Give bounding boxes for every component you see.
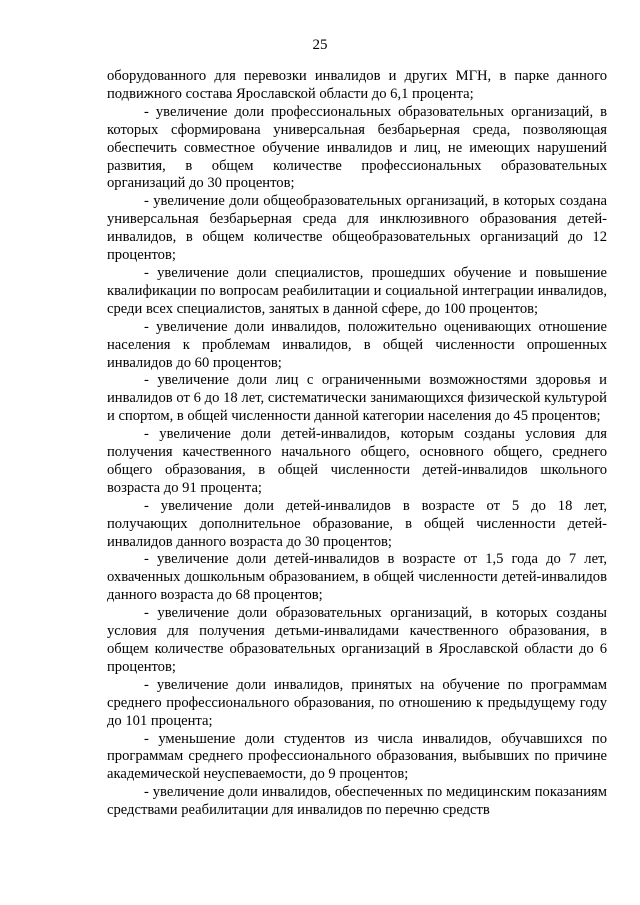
list-item: - увеличение доли детей-инвалидов в возрасте от 1,5 года до 7 лет, охваченных дошкольным образованием, в общей численности детей-инвалидов данного возраста до 68 процентов; [107, 551, 607, 604]
list-item: - увеличение доли инвалидов, положительно оценивающих отношение населения к проблемам инвалидов, в общей численности опрошенных инвалидов до 60 процентов; [107, 318, 607, 371]
document-body [107, 68, 607, 820]
list-item: - увеличение доли образовательных организаций, в которых созданы условия для получения детьми-инвалидами качественного образования, в общем количестве образовательных организаций в Ярославской области до 6 процентов; [107, 605, 607, 675]
list-item: - увеличение доли лиц с ограниченными возможностями здоровья и инвалидов от 6 до 18 лет, систематически занимающихся физической культурой и спортом, в общей численности данной категории населения до 45 процентов; [107, 372, 607, 425]
list-item: - увеличение доли специалистов, прошедших обучение и повышение квалификации по вопросам реабилитации и социальной интеграции инвалидов, среди всех специалистов, занятых в данной сфере, до 100 процентов; [107, 264, 607, 317]
list-item: - уменьшение доли студентов из числа инвалидов, обучавшихся по программам среднего профессионального образования, выбывших по причине академической неуспеваемости, до 9 процентов; [107, 730, 607, 783]
list-item: - увеличение доли детей-инвалидов, которым созданы условия для получения качественного начального общего, основного общего, среднего общего образования, в общей численности детей-инвалидов школьного возраста до 91 процента; [107, 426, 607, 496]
list-item: - увеличение доли инвалидов, принятых на обучение по программам среднего профессионального образования, по отношению к предыдущему году до 101 процента; [107, 676, 607, 729]
list-item: - увеличение доли инвалидов, обеспеченных по медицинским показаниям средствами реабилитации для инвалидов по перечню средств [107, 784, 607, 819]
paragraph: оборудованного для перевозки инвалидов и других МГН, в парке данного подвижного состава Ярославской области до 6,1 процента; [107, 68, 607, 102]
list-item: - увеличение доли профессиональных образовательных организаций, в которых сформирована универсальная безбарьерная среда, позволяющая обеспечить совместное обучение инвалидов и лиц, не имеющих нарушений развития, в общем количестве профессиональных образовательных организаций до 30 процентов; [107, 103, 607, 192]
page-number: 25 [312, 37, 328, 53]
list-item: - увеличение доли детей-инвалидов в возрасте от 5 до 18 лет, получающих дополнительное образование, в общей численности детей-инвалидов данного возраста до 30 процентов; [107, 497, 607, 550]
list-item: - увеличение доли общеобразовательных организаций, в которых создана универсальная безбарьерная среда для инклюзивного образования детей-инвалидов, в общем количестве общеобразовательных организаций до 12 процентов; [107, 193, 607, 264]
